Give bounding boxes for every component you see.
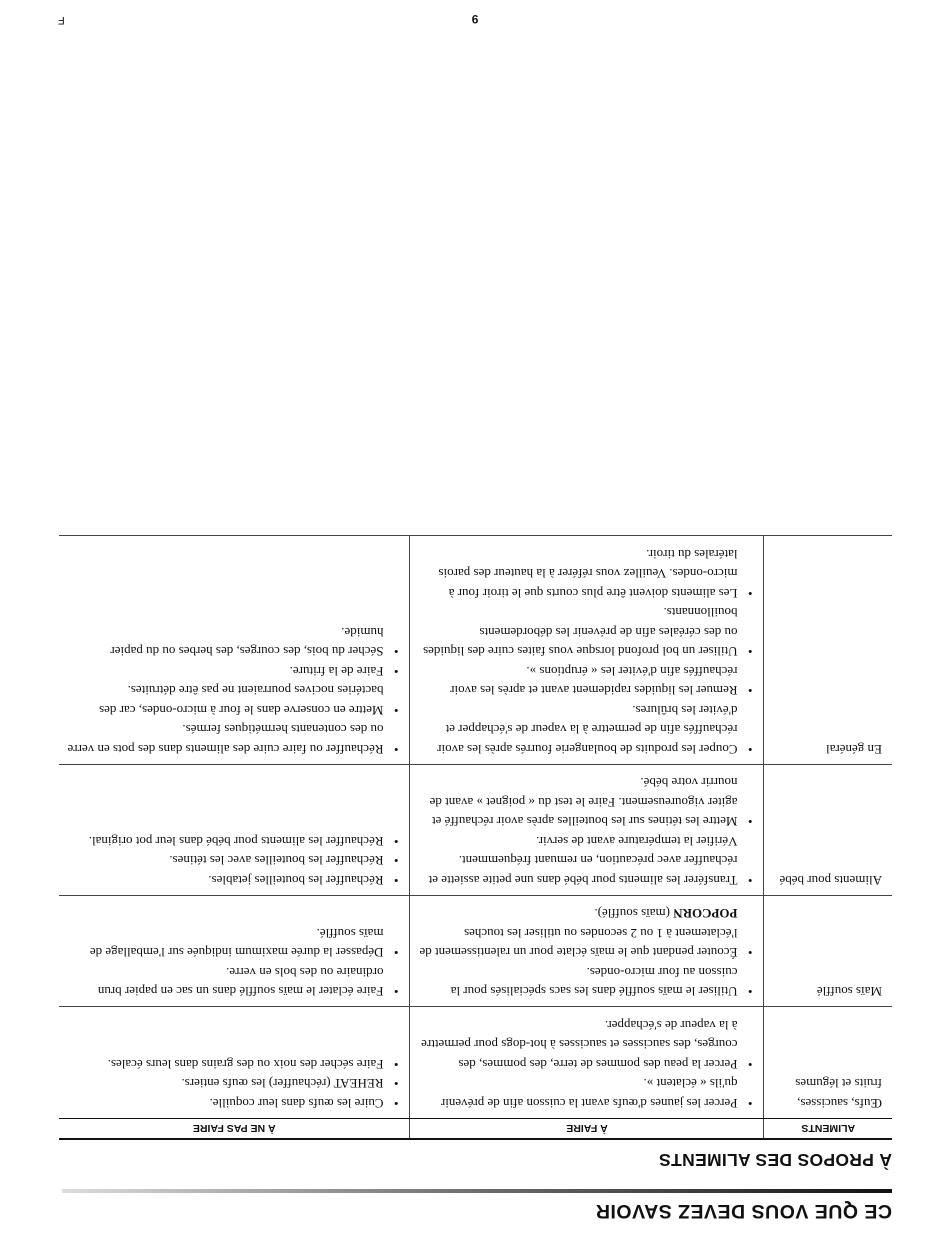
list-item: • Utiliser le maïs soufflé dans les sacs spécialisés pour la cuisson au four micro-ondes. [419, 963, 738, 1002]
list-item: • Couper les produits de boulangerie fourrés après les avoir réchauffés afin de permettre à la vapeur de s'échapper et d'éviter les brûlures. [419, 701, 738, 760]
list-item: • Faire sécher des noix ou des grains dans leurs écales. [67, 1055, 384, 1075]
list-item: • Réchauffer les bouteilles jetables. [67, 871, 384, 891]
list-item: • Cuire les œufs dans leur coquille. [67, 1094, 384, 1114]
do-cell [410, 765, 764, 896]
table-header-row [59, 1119, 892, 1140]
dont-cell [59, 1007, 410, 1119]
text-segment: Écouter pendant que le maïs éclate pour un ralentissement de l'éclatement à 1 ou 2 secondes ou utiliser les touches [419, 926, 738, 961]
food-name: Aliments pour bébé [764, 765, 892, 896]
do-cell [410, 536, 764, 765]
list-item: • Transférer les aliments pour bébé dans une petite assiette et réchauffer avec précaution, en remuant fréquemment. Vérifier la température avant de servir. [419, 832, 738, 891]
column-header-dont: À NE PAS FAIRE [59, 1119, 410, 1140]
list-item: • Percer les jaunes d'œufs avant la cuisson afin de prévenir qu'ils « éclatent ». [419, 1074, 738, 1113]
page-title: CE QUE VOUS DEVEZ SAVOIR [595, 1200, 892, 1222]
section-title: À PROPOS DES ALIMENTS [658, 1150, 892, 1170]
page-number: 9 [471, 12, 479, 26]
list-item: • REHEAT (réchauffer) les œufs entiers. [67, 1074, 384, 1094]
column-header-do: À FAIRE [410, 1119, 764, 1140]
dont-cell [59, 765, 410, 896]
list-item: • Sécher du bois, des courges, des herbes ou du papier humide. [67, 623, 384, 662]
list-item: • Faire de la friture. [67, 662, 384, 682]
table-row [59, 536, 892, 765]
food-table [59, 536, 892, 1141]
table-row [59, 1007, 892, 1119]
list-item: • Remuer les liquides rapidement avant et après les avoir réchauffés afin d'éviter les « éruptions ». [419, 662, 738, 701]
list-item: • Utiliser un bol profond lorsque vous faites cuire des liquides ou des céréales afin de prévenir les débordements bouillonnants. [419, 603, 738, 662]
list-item: • Les aliments doivent être plus courts que le tiroir four à micro-ondes. Veuillez vous référer à la hauteur des parois latérales du tiroir. [419, 545, 738, 604]
language-letter: F [58, 14, 65, 26]
popcorn-key-label: POPCORN [673, 906, 738, 922]
dont-cell [59, 896, 410, 1008]
do-cell [410, 896, 764, 1008]
do-cell [410, 1007, 764, 1119]
list-item: • Dépasser la durée maximum indiquée sur l'emballage de maïs soufflé. [67, 924, 384, 963]
list-item: • Réchauffer les bouteilles avec les tétines. [67, 851, 384, 871]
dont-cell [59, 536, 410, 765]
food-name: Œufs, saucisses, fruits et légumes [764, 1007, 892, 1119]
list-item [419, 904, 738, 963]
food-name: En général [764, 536, 892, 765]
list-item: • Mettre les tétines sur les bouteilles après avoir réchauffé et agiter vigoureusement. Faire le test du « poignet » avant de nourrir votre bébé. [419, 773, 738, 832]
text-segment: (maïs soufflé). [594, 906, 674, 922]
list-item: • Mettre en conserve dans le four à micro-ondes, car des bactéries nocives pourraient ne pas être détruites. [67, 681, 384, 720]
table-row [59, 896, 892, 1008]
food-name: Maïs soufflé [764, 896, 892, 1008]
column-header-foods: ALIMENTS [764, 1119, 892, 1140]
table-row [59, 765, 892, 896]
list-item: • Percer la peau des pommes de terre, des pommes, des courges, des saucisses et saucisses à hot-dogs pour permettre à la vapeur de s'échapper. [419, 1016, 738, 1075]
title-rule [62, 1189, 892, 1193]
list-item: • Réchauffer les aliments pour bébé dans leur pot original. [67, 832, 384, 852]
list-item: • Réchauffer ou faire cuire des aliments dans des pots en verre ou des contenants hermétiques fermés. [67, 720, 384, 759]
list-item: • Faire éclater le maïs soufflé dans un sac en papier brun ordinaire ou des bols en verre. [67, 963, 384, 1002]
